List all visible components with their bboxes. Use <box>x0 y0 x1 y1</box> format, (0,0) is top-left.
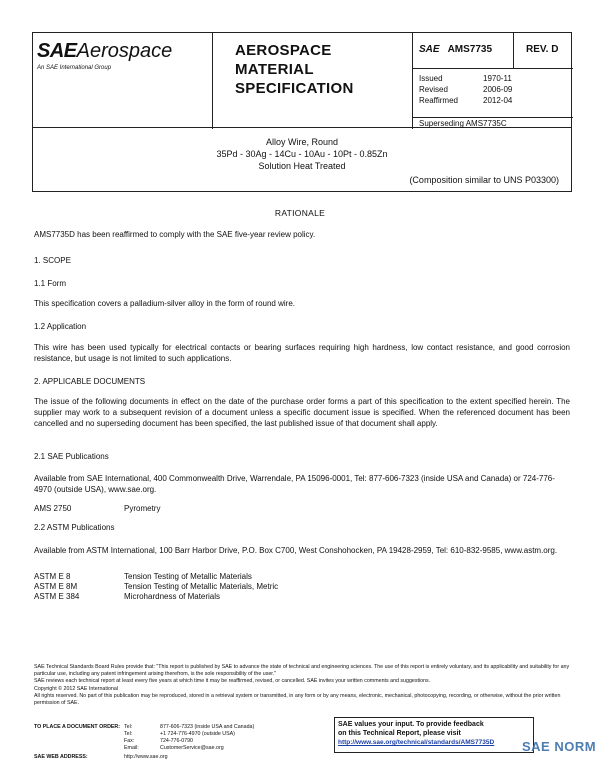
web-link[interactable]: http://www.sae.org <box>124 754 168 760</box>
date-list <box>419 73 529 106</box>
composition-note: (Composition similar to UNS P03300) <box>409 175 559 185</box>
paragraph: The issue of the following documents in effect on the date of the purchase order forms a part of this specification to the extent specified herein. The supplier may work to a subsequent revision of a document unless a specific document issue is specified. When the referenced document has been cancelled and no superseding document has been specified, the last published issue of that document shall apply. <box>34 397 570 428</box>
logo-subtitle: An SAE International Group <box>37 65 112 71</box>
rationale-heading: RATIONALE <box>274 208 326 218</box>
title-line-3: Solution Heat Treated <box>258 161 346 171</box>
ams-number: SAE AMS7735 <box>419 44 493 55</box>
paragraph: This specification covers a palladium-silver alloy in the form of round wire. <box>34 299 295 308</box>
feedback-link[interactable]: http://www.sae.org/technical/standards/AMS7735D <box>338 739 495 746</box>
spec-title-cell <box>213 33 413 129</box>
date-row: Issued 1970-11 <box>419 74 512 83</box>
title-line-2: 35Pd - 30Ag - 14Cu - 10Au - 10Pt - 0.85Zn <box>216 149 388 159</box>
subsection-heading: 1.2 Application <box>34 322 87 331</box>
superseding-note: Superseding AMS7735C <box>419 119 507 128</box>
paragraph: Available from SAE International, 400 Commonwealth Drive, Warrendale, PA 15096-0001, Tel: 877-606-7323 (inside USA and Canada) or 724-776-4970 (outside USA), www.sae.org. <box>34 474 555 494</box>
feedback-box: SAE values your input. To provide feedback on this Technical Report, please visit http://www.sae.org/technical/standards/AMS7735D <box>334 717 534 753</box>
revision-label: REV. D <box>526 44 559 55</box>
document-header <box>32 32 572 128</box>
sae-norm-watermark: SAE NORM <box>522 739 597 754</box>
logo-cell <box>33 33 213 129</box>
section-heading: 2. APPLICABLE DOCUMENTS <box>34 377 146 386</box>
reference-row: ASTM E 8 Tension Testing of Metallic Materials <box>34 572 252 581</box>
reference-row: AMS 2750 Pyrometry <box>34 504 161 513</box>
title-line-1: Alloy Wire, Round <box>265 137 339 147</box>
reference-row: ASTM E 8M Tension Testing of Metallic Materials, Metric <box>34 582 279 591</box>
divider <box>413 117 573 118</box>
paragraph: This wire has been used typically for electrical contacts or bearing surfaces requiring high hardness, low contact resistance, and good corrosion resistance, but usage is not limited to such applications. <box>34 343 570 363</box>
subsection-heading: 2.2 ASTM Publications <box>34 523 115 532</box>
subsection-heading: 2.1 SAE Publications <box>34 452 109 461</box>
ams-info-cell <box>413 33 573 129</box>
astm-reference-list <box>34 572 570 602</box>
legal-footer: SAE Technical Standards Board Rules provide that: "This report is published by SAE to advance the state of technical and engineering sciences. The use of this report is entirely voluntary, and its applicability and suitability for any particular use, including any patent infringement arising therefrom, is the sole responsibility of the user." SAE reviews each technical report at least every five years at which time it may be reaffirmed, revised, or cancelled. SAE invites your written comments and suggestions. Copyright © 2012 SAE International All rights reserved. No part of this publication may be reproduced, stored in a retrieval system or transmitted, in any form or by any means, electronic, mechanical, photocopying, recording, or otherwise, without the prior written permission of SAE. <box>34 664 570 707</box>
spec-title: AEROSPACE MATERIAL SPECIFICATION <box>235 42 354 97</box>
paragraph: Available from ASTM International, 100 Barr Harbor Drive, P.O. Box C700, West Conshohocken, PA 19428-2959, Tel: 610-832-9585, www.astm.org. <box>34 546 558 555</box>
subsection-heading: 1.1 Form <box>34 279 67 288</box>
material-title-block <box>32 128 572 192</box>
sae-aerospace-logo: SAEAerospace <box>37 40 173 62</box>
date-row: Reaffirmed 2012-04 <box>419 96 513 105</box>
order-contacts: TO PLACE A DOCUMENT ORDER: Tel: 877-606-7323 (inside USA and Canada) Tel: +1 724-776-4970 (outside USA) Fax: 724-776-0790 Email: CustomerService@sae.org SAE WEB ADDRESS: http://www.sae.org <box>34 724 255 760</box>
date-row: Revised 2006-09 <box>419 85 513 94</box>
sae-reference-list <box>34 504 570 514</box>
reference-row: ASTM E 384 Microhardness of Materials <box>34 592 221 601</box>
rationale-text: AMS7735D has been reaffirmed to comply with the SAE five-year review policy. <box>34 230 316 239</box>
section-heading: 1. SCOPE <box>34 256 71 265</box>
email-link[interactable]: CustomerService@sae.org <box>160 745 224 751</box>
